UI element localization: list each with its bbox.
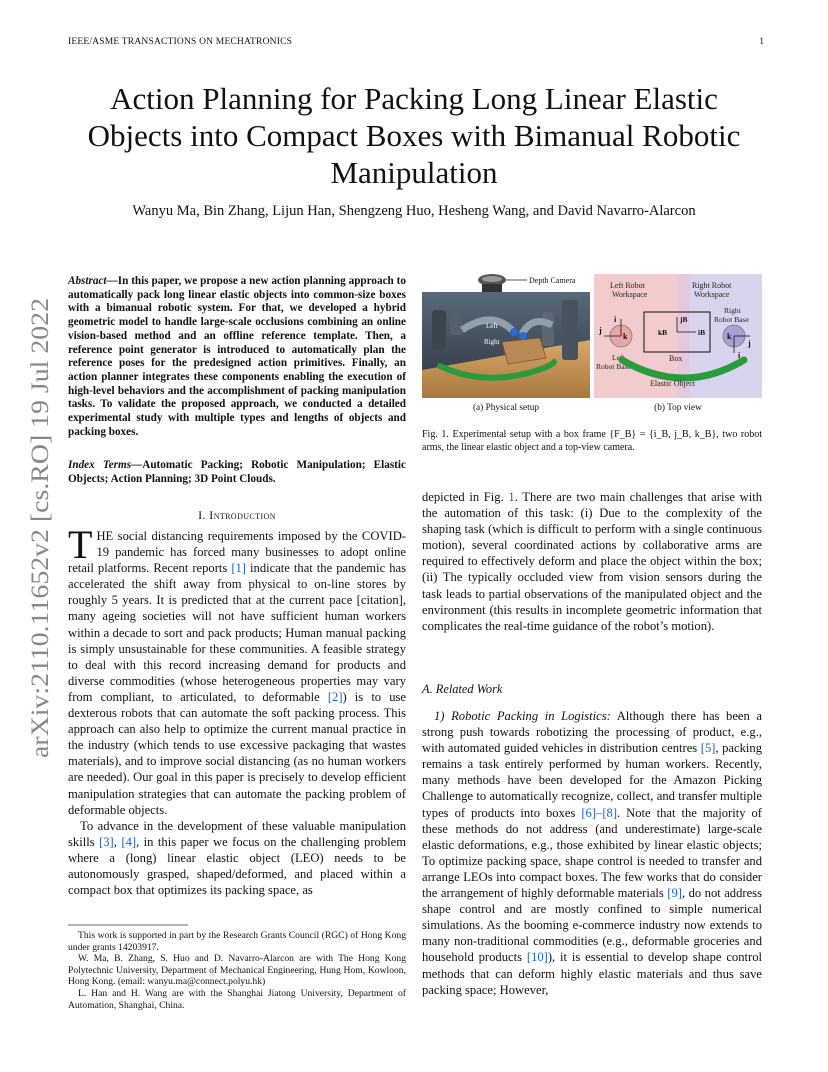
- figure-link[interactable]: 1: [508, 490, 515, 504]
- related-work-body: [422, 708, 762, 998]
- run-in-heading: 1) Robotic Packing in Logistics:: [434, 709, 611, 723]
- axis-label-kB: kB: [658, 328, 668, 337]
- footnote-rule: [68, 924, 188, 926]
- figure-caption: Fig. 1. Experimental setup with a box frame {F_B} = {i_B, j_B, k_B}, two robot arms, the linear elastic object and a top-view camera.: [422, 429, 762, 453]
- footnote: This work is supported in part by the Research Grants Council (RGC) of Hong Kong under grants 14203917.: [68, 930, 406, 953]
- label-left-workspace: Left Robot: [610, 281, 645, 290]
- arxiv-stamp-text: arXiv:2110.11652v2 [cs.RO] 19 Jul 2022: [27, 344, 54, 758]
- axis-label-k: k: [623, 332, 628, 341]
- drop-cap: T: [68, 522, 93, 567]
- footnote: L. Han and H. Wang are with the Shanghai Jiatong University, Department of Automation, Shanghai, China.: [68, 987, 406, 1011]
- label-elastic-object: Elastic Object: [650, 379, 696, 388]
- citation-link[interactable]: [1]: [231, 561, 246, 576]
- label-left-base: Robot Base: [596, 362, 631, 371]
- section-heading-introduction: I. Introduction: [198, 508, 276, 522]
- label-depth-camera: Depth Camera: [529, 276, 576, 285]
- footnotes: [68, 930, 406, 1011]
- axis-label-iB: iB: [698, 328, 706, 337]
- subfigure-caption-a: (a) Physical setup: [472, 403, 540, 413]
- index-terms-text: —Automatic Packing; Robotic Manipulation; Elastic Objects; Action Planning; 3D Point Clouds.: [68, 459, 406, 485]
- citation-link[interactable]: [2]: [327, 689, 343, 704]
- index-terms: [68, 459, 406, 486]
- label-right-workspace: Workspace: [694, 290, 730, 299]
- citation-link[interactable]: [6]–[8]: [581, 805, 618, 820]
- label-left-base: Left: [612, 353, 625, 362]
- page-number: 1: [759, 37, 764, 47]
- abstract-text: —In this paper, we propose a new action planning approach to automatically pack long linear elastic objects into common-size boxes with a bimanual robotic system. For that, we developed a hybrid geometric model to handle large-scale occlusions combining an online vision-based method and an offline reference template. Then, a reference point generator is introduced to automatically plan the reference poses for the predesigned action primitives. Finally, an action planner integrates these components enabling the execution of high-level behaviors and the accomplishment of packing manipulation tasks. To validate the proposed approach, we conducted a detailed experimental study with multiple types and lengths of objects and packing boxes.: [68, 275, 406, 438]
- axis-label-jB: jB: [680, 315, 688, 324]
- physical-setup-photo: [422, 270, 590, 398]
- citation-link[interactable]: [9]: [667, 886, 682, 901]
- body-paragraph: 1) Robotic Packing in Logistics: Although there has been a strong push towards robotizing the processing of product, e.g., with automated guided vehicles in distribution centres [5], packing remains a task entirely performed by human workers. Recently, many methods have been developed for the Amazon Picking Challenge to automatically recognize, collect, and transfer multiple types of products into boxes [6]–[8]. Note that the majority of these methods do not address (and underestimate) large-scale elastic deformations, e.g., those exhibited by linear elastic objects; To optimize packing space, shape control is needed to transfer and arrange LEOs into compact boxes. The few works that do consider the arrangement of highly deformable materials [9], do not address shape control and are mostly confined to simple numerical simulations. As the booming e-commerce industry now extends to many non-traditional commodities (e.g., deformable groceries and household products [10]), it is essential to develop shape control methods that can deform highly elastic materials and thus save packing space; However,: [422, 709, 762, 997]
- footnote: W. Ma, B. Zhang, S. Huo and D. Navarro-Alarcon are with The Hong Kong Polytechnic University, Department of Mechanical Engineering, Hung Hom, Kowloon, Hong Kong. (email: wanyu.ma@connect.polyu.hk): [68, 953, 406, 988]
- label-left-robot: Left: [486, 322, 498, 330]
- citation-link[interactable]: [4]: [121, 834, 137, 849]
- axis-label-i: i: [738, 351, 741, 360]
- author-list: Wanyu Ma, Bin Zhang, Lijun Han, Shengzeng Huo, Hesheng Wang, and David Navarro-Alarcon: [132, 203, 696, 219]
- body-paragraph: depicted in Fig. 1. There are two main challenges that arise with the automation of this task: (i) Due to the complexity of the shaping task (which is difficult to perform with a single continuous motion), several coordinated actions by collaborative arms are required to effectively deform and place the object within the box; (ii) The typically occluded view from vision sensors during the task leads to partial observations of the manipulated object and the environment (this results in incomplete geometric information that complicates the real-time guidance of the robot’s motion).: [422, 490, 762, 633]
- right-column-paragraph: [422, 489, 762, 634]
- running-head: IEEE/ASME TRANSACTIONS ON MECHATRONICS: [68, 37, 293, 47]
- subsection-heading-related-work: A. Related Work: [422, 682, 503, 696]
- citation-link[interactable]: [10]: [526, 950, 548, 965]
- figure-1: [422, 270, 762, 420]
- intro-paragraph-2: To advance in the development of these valuable manipulation skills [3], [4], in this paper we focus on the challenging problem where a (long) linear elastic object (LEO) needs to be autonomously grasped, shaped/deformed, and placed within a compact box that optimizes its packing space, as: [68, 818, 407, 898]
- abstract: [68, 275, 406, 439]
- subfigure-caption-b: (b) Top view: [654, 403, 702, 413]
- paper-title: Action Planning for Packing Long Linear Elastic Objects into Compact Boxes with Bimanual Robotic Manipulation: [87, 81, 741, 190]
- axis-label-j: j: [748, 339, 751, 348]
- label-right-workspace: Right Robot: [692, 281, 732, 290]
- citation-link[interactable]: [5]: [700, 741, 716, 756]
- axis-label-i: i: [614, 315, 617, 324]
- label-right-base: Right: [724, 306, 741, 315]
- abstract-lead: Abstract: [68, 275, 107, 287]
- arxiv-side-stamp: [6, 296, 66, 766]
- axis-label-k: k: [727, 332, 732, 341]
- label-right-robot: Right: [484, 338, 500, 346]
- label-left-workspace: Workspace: [612, 290, 648, 299]
- intro-paragraph-1: THE social distancing requirements imposed by the COVID-19 pandemic has forced many businesses to adopt online retail platforms. Recent reports [1] indicate that the pandemic has accelerated the shift away from physical to on-line stores by roughly 5 years. It is predicted that at the current pace [citation], many ageing societies will not have sufficient human workers within a decade to sort and pack products; Human manual packing is simply unsustainable for these communities. A feasible strategy to deal with this record increasing demand for products and diverse commodities (whose heterogeneous properties may vary from compliant, to articulated, to deformable [2]) is to use dexterous robots that can automate the soft packing process. This approach can also help to optimize the current manual practice in the industry (which tends to use excessive packaging that wastes materials), and to improve social distancing (as no human workers are needed). Our goal in this paper is precisely to develop efficient manipulation strategies that can automate the packing problem of deformable objects.: [68, 522, 406, 817]
- top-view-diagram: [594, 274, 762, 398]
- axis-label-j: j: [599, 326, 602, 335]
- label-right-base: Robot Base: [714, 315, 749, 324]
- label-box: Box: [669, 354, 683, 363]
- index-terms-lead: Index Terms: [68, 459, 132, 471]
- citation-link[interactable]: [3]: [99, 834, 114, 849]
- introduction-body: [68, 522, 407, 898]
